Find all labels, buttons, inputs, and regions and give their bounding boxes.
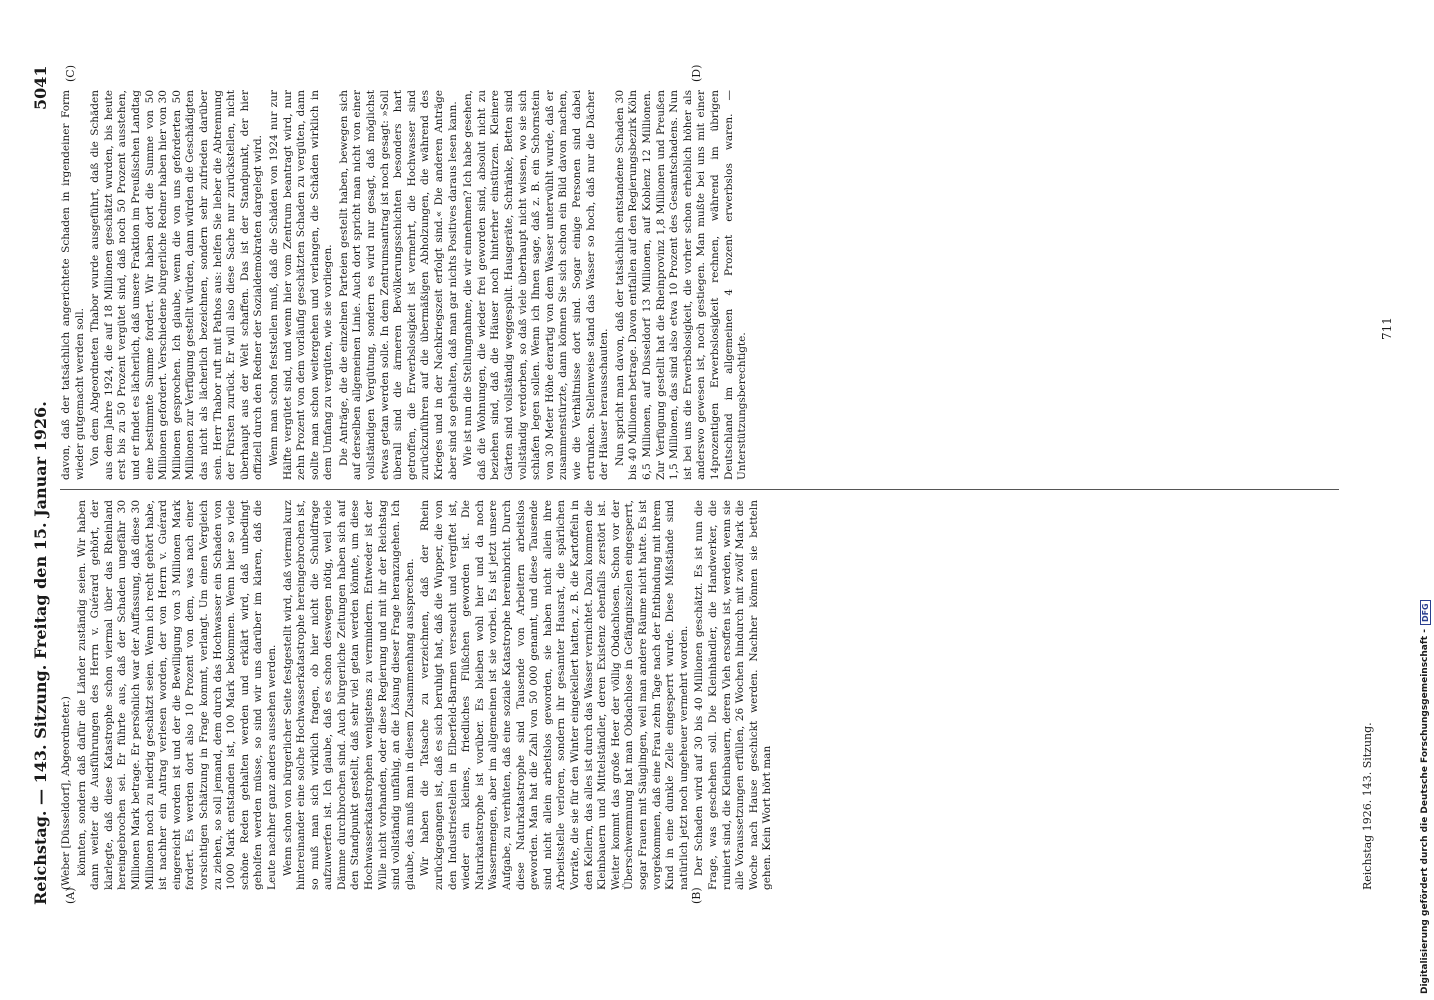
margin-marker-d: (D) xyxy=(690,64,703,82)
paragraph: Die Anträge, die die einzelnen Parteien gestellt haben, bewegen sich auf derselben allgemeinen Linie. Auch dort spricht man nicht von einer vollständigen Vergütung, sondern es wird nur gesagt, daß möglichst etwas getan werden solle. In dem Zentrumsantrag ist noch gesagt: »Soll überall sind die ärmeren Bevölkerungsschichten besonders hart getroffen, die Erwerbslosigkeit ist vermehrt, die Hochwasser sind zurückzuführen auf die übermäßigen Abholzungen, die während des Krieges und in der Nachkriegszeit erfolgt sind.« Die anderen Anträge aber sind so gehalten, daß man gar nichts Positives daraus lesen kann. xyxy=(337,90,459,480)
credit-text: Digitalisierung gefördert durch die Deutsche Forschungsgemeinschaft - xyxy=(1420,629,1430,994)
margin-marker-b: (B) xyxy=(690,887,703,904)
column-divider xyxy=(60,489,1339,490)
header-title: Reichstag. — 143. Sitzung. Freitag den 15. Januar 1926. xyxy=(31,401,50,905)
paragraph: Nun spricht man davon, daß der tatsächlich entstandene Schaden 30 bis 40 Millionen betrage. Davon entfallen auf den Regierungsbezirk Köln 6,5 Millionen, auf Düsseldorf 13 Millionen, auf Koblenz 12 Millionen. Zur Verfügung gestellt hat die Rheinprovinz 1,8 Millionen und Preußen 1,5 Millionen, das sind also etwa 10 Prozent des Gesamtschadens. Nun ist bei uns die Erwerbslosigkeit, die vorher schon erheblich höher als anderswo gewesen ist, noch gestiegen. Man mußte bei uns mit einer 14prozentigen Erwerbslosigkeit rechnen, während im übrigen Deutschland im allgemeinen 4 Prozent erwerbslos waren. — Unterstützungsberechtigte. xyxy=(613,90,749,480)
paragraph: Wenn man schon feststellen muß, daß die Schäden von 1924 nur zur Hälfte vergütet sind, und wenn hier vom Zentrum beantragt wird, nur zehn Prozent von dem vorläufig geschätzten Schaden zu vergüten, dann sollte man schon weitergehen und verlangen, die Schäden wirklich in dem Umfang zu vergüten, wie sie vorliegen. xyxy=(267,90,335,480)
paragraph: Von dem Abgeordneten Thabor wurde ausgeführt, daß die Schäden aus dem Jahre 1924, die auf 18 Millionen geschätzt wurden, bis heute erst bis zu 50 Prozent vergütet sind, daß noch 50 Prozent ausstehen, und er findet es lächerlich, daß unsere Fraktion im Preußischen Landtag eine bestimmte Summe fordert. Wir haben dort die Summe von 50 Millionen gefordert. Verschiedene bürgerliche Redner haben hier von 30 Millionen gesprochen. Ich glaube, wenn die von uns geforderten 50 Millionen zur Verfügung gestellt würden, dann würden die Geschädigten das nicht als lächerlich bezeichnen, sondern sehr zufrieden darüber sein. Herr Thabor ruft mit Pathos aus: helfen Sie lieber die Abtrennung der Fürsten zurück. Er will also diese Sache nur zurückstellen, nicht überhaupt aus der Welt schaffen. Das ist der Standpunkt, der hier offiziell durch den Redner der Sozialdemokraten dargelegt wird. xyxy=(89,90,265,480)
footer-left: Reichstag 1926. 143. Sitzung. xyxy=(1361,722,1374,890)
speaker-line: (Weber [Düsseldorf], Abgeordneter.) xyxy=(60,696,72,890)
margin-marker-c: (C) xyxy=(64,65,77,82)
margin-marker-a: (A) xyxy=(64,887,77,904)
text-column-right xyxy=(60,90,1342,480)
paragraph: Wir haben die Tatsache zu verzeichnen, daß der Rhein zurückgegangen ist, daß es sich beruhigt hat, daß die Wupper, die von den Industriestellen in Elberfeld-Barmen verseucht und vergiftet ist, wieder ein kleines, friedliches Flüßchen geworden ist. Die Naturkatastrophe ist vorüber. Es bleiben wohl hier und da noch Wassermengen, aber im allgemeinen ist sie vorbei. Es ist jetzt unsere Aufgabe, zu verhüten, daß eine soziale Katastrophe hereinbricht. Durch diese Naturkatastrophe sind Tausende von Arbeitern arbeitslos geworden. Man hat die Zahl von 50 000 genannt, und diese Tausende sind nicht allein arbeitslos geworden, sie haben nicht allein ihre Arbeitsstelle verloren, sondern ihr gesamter Hausrat, die spärlichen Vorräte, die sie für den Winter eingekellert hatten, z. B. die Kartoffeln in den Kellern, das alles ist durch das Wasser vernichtet. Dazu kommen die Kleinbauern und Mittelständler, deren Existenz ebenfalls zerstört ist. Weiter kommt das große Heer der völlig Obdachlosen. Schon vor der Überschwemmung hat man Obdachlose in Gefängniszellen eingesperrt, sogar Frauen mit Säuglingen, weil man andere Räume nicht hatte. Es ist vorgekommen, daß eine Frau zehn Tage nach der Entbindung mit ihrem Kind in eine dunkle Zelle eingesperrt wurde. Diese Mißstände sind natürlich jetzt noch ungeheuer vermehrt worden. xyxy=(419,500,690,890)
dfg-logo: DFG xyxy=(1420,600,1431,625)
paragraph: Wie ist nun die Stellungnahme, die wir einnehmen? Ich habe gesehen, daß die Wohnungen, die wieder frei geworden sind, absolut nicht zu beziehen sind, daß die Häuser noch hinterher einstürzen. Kleinere Gärten sind vollständig weggespült. Hausgeräte, Schränke, Betten sind vollständig verdorben, so daß viele überhaupt nicht wissen, wo sie sich schlafen legen sollen. Wenn ich Ihnen sage, daß z. B. ein Schornstein von 30 Meter Höhe derartig von dem Wasser unterwühlt wurde, daß er zusammenstürzte, dann können Sie sich schon ein Bild davon machen, wie die Verhältnisse dort sind. Sogar einige Personen sind dabei ertrunken. Stellenweise stand das Wasser so hoch, daß nur die Dächer der Häuser herausschauten. xyxy=(462,90,611,480)
paragraph: könnten, sondern daß dafür die Länder zuständig seien. Wir haben dann weiter die Ausführungen des Herrn v. Guérard gehört, der klarlegte, daß diese Katastrophe schon viermal über das Rheinland hereingebrochen sei. Er führte aus, daß der Schaden ungefähr 30 Millionen Mark betrage. Er persönlich war der Auffassung, daß diese 30 Millionen noch zu niedrig geschätzt seien. Wenn ich recht gehört habe, ist nachher ein Antrag verlesen worden, der von Herrn v. Guérard eingereicht worden ist und der die Bewilligung von 3 Millionen Mark fordert. Es werden dort also 10 Prozent von dem, was nach einer vorsichtigen Schätzung in Frage kommt, verlangt. Um einen Vergleich zu ziehen, so soll jemand, dem durch das Hochwasser ein Schaden von 1000 Mark entstanden ist, 100 Mark bekommen. Wenn hier so viele schöne Reden gehalten werden und erklärt wird, daß unbedingt geholfen werden müsse, so sind wir uns darüber im klaren, daß die Leute nachher ganz anders aussehen werden. xyxy=(75,500,278,890)
header-page-number: 5041 xyxy=(31,65,50,110)
digitization-credit xyxy=(1416,0,1434,1000)
footer-page-number: 711 xyxy=(1380,317,1394,340)
paragraph: Der Schaden wird auf 30 bis 40 Millionen geschätzt. Es ist nun die Frage, was geschehen soll. Die Kleinhändler, die Handwerker, die ruiniert sind, die Kleinbauern, deren Vieh ersoffen ist, werden, wenn sie alle Voraussetzungen erfüllen, 26 Wochen hindurch mit zwölf Mark die Woche nach Hause geschickt werden. Nachher können sie betteln gehen. Kein Wort hört man xyxy=(693,500,774,890)
paragraph: davon, daß der tatsächlich angerichtete Schaden in irgendeiner Form wieder gutgemacht werden soll. xyxy=(60,90,86,480)
text-column-left xyxy=(60,500,1342,890)
page-header xyxy=(10,65,50,905)
paragraph: Wenn schon von bürgerlicher Seite festgestellt wird, daß viermal kurz hintereinander eine solche Hochwasserkatastrophe hereingebrochen ist, so muß man sich wirklich fragen, ob hier nicht die Schuldfrage aufzuwerfen ist. Ich glaube, daß es schon deswegen nötig, weil viele Dämme durchbrochen sind. Auch bürgerliche Zeitungen haben sich auf den Standpunkt gestellt, daß sehr viel getan werden könnte, um diese Hochwasserkatastrophen wenigstens zu vermindern. Entweder ist der Wille nicht vorhanden, oder diese Regierung und mit ihr der Reichstag sind vollständig unfähig, an die Lösung dieser Frage heranzugehen. Ich glaube, das muß man in diesem Zusammenhang aussprechen. xyxy=(281,500,416,890)
